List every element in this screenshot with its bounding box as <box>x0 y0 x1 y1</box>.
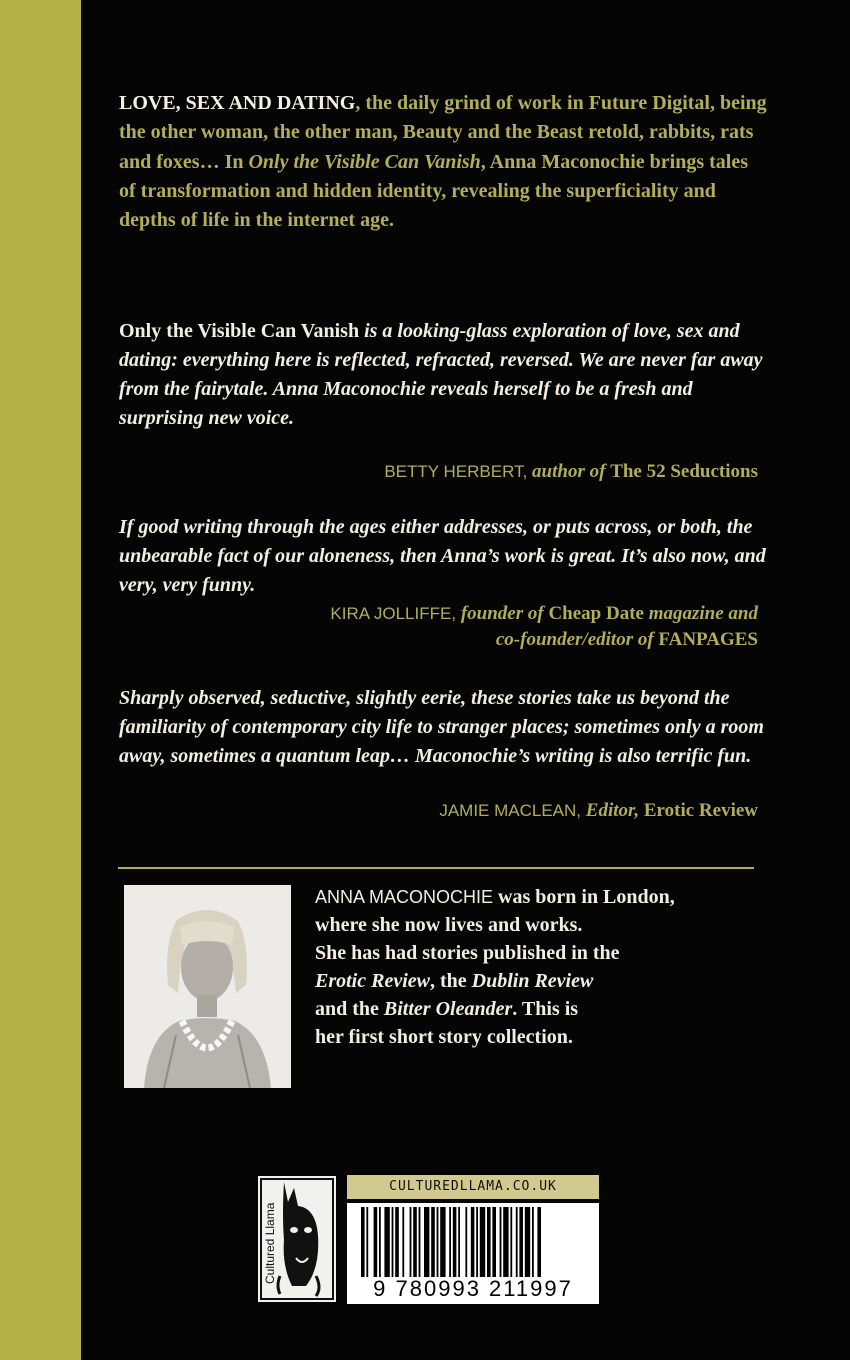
quote-book-title: Only the Visible Can Vanish <box>119 320 360 342</box>
reviewer-name: KIRA JOLLIFFE, <box>330 604 457 623</box>
quote-attribution-2 <box>330 601 758 653</box>
bio-line: where she now lives and works. <box>315 914 583 936</box>
quote-text: is a looking-glass exploration of love, sex and dating: everything here is reflected, refracted, reversed. We are never far away from the fairytale. Anna Maconochie reveals herself to be a fresh and surprising new voice. <box>119 320 763 429</box>
bio-line: her first short story collection. <box>315 1026 573 1048</box>
reviewer-work: Cheap Date <box>548 603 644 624</box>
review-quote-2 <box>119 513 779 600</box>
author-name: ANNA MACONOCHIE <box>315 887 494 907</box>
divider <box>118 867 754 869</box>
attribution-line <box>330 601 758 627</box>
quote-text: If good writing through the ages either addresses, or puts across, or both, the unbearable fact of our aloneness, then Anna’s work is great. It’s also now, and very, very funny. <box>119 516 766 596</box>
bio-text: . This is <box>512 998 579 1020</box>
bio-line <box>315 883 765 911</box>
reviewer-role-2: co-founder/editor of <box>495 629 659 650</box>
isbn-barcode <box>347 1203 599 1304</box>
reviewer-role: Editor, <box>581 800 640 821</box>
author-photo <box>124 885 291 1088</box>
publication-name: Bitter Oleander <box>383 998 513 1020</box>
blurb-lead: LOVE, SEX AND DATING <box>119 92 356 114</box>
barcode-icon <box>347 1203 599 1277</box>
reviewer-work: Erotic Review <box>639 800 758 821</box>
bio-text: was born in London, <box>493 886 675 908</box>
publication-name: Dublin Review <box>471 970 594 992</box>
reviewer-role: author of <box>527 461 611 482</box>
attribution-line <box>330 627 758 653</box>
review-quote-3 <box>119 684 779 771</box>
cover-blurb <box>119 89 769 235</box>
publication-name: Erotic Review <box>315 970 430 992</box>
bio-line <box>315 995 765 1023</box>
reviewer-role-cont: magazine and <box>643 603 758 624</box>
quote-text: Sharply observed, seductive, slightly eerie, these stories take us beyond the familiarity of contemporary city life to stranger places; sometimes only a room away, sometimes a quantum leap… Maconochie’s writing is also terrific fun. <box>119 687 764 767</box>
bio-line: She has had stories published in the <box>315 942 620 964</box>
blurb-text-2: , Anna Maconochie brings tales of transformation and hidden identity, revealing the superficiality and depths of life in the internet age. <box>119 150 749 232</box>
reviewer-name: BETTY HERBERT, <box>384 462 528 481</box>
blurb-book-title: Only the Visible Can Vanish <box>248 150 481 173</box>
review-quote-1 <box>119 317 779 433</box>
quote-attribution-1 <box>384 459 758 485</box>
reviewer-role: founder of <box>456 603 549 624</box>
bio-text: , the <box>429 970 472 992</box>
publisher-logo-text: Cultured Llama <box>263 1202 277 1284</box>
blurb-text-1: , the daily grind of work in Future Digital, being the other woman, the other man, Beauty and the Beast retold, rabbits, rats and foxes… In <box>119 92 767 173</box>
reviewer-work: The 52 Seductions <box>610 461 758 482</box>
quote-attribution-3 <box>439 798 758 824</box>
book-spine <box>0 0 81 1360</box>
reviewer-name: JAMIE MACLEAN, <box>439 801 582 820</box>
bio-line <box>315 967 765 995</box>
reviewer-work-2: FANPAGES <box>658 629 758 650</box>
publisher-logo <box>258 1176 336 1302</box>
author-bio <box>315 883 765 1051</box>
bio-text: and the <box>315 998 384 1020</box>
author-portrait-image <box>124 885 291 1088</box>
publisher-website: CULTUREDLLAMA.CO.UK <box>347 1175 599 1199</box>
isbn-number: 9 780993 211997 <box>373 1276 573 1301</box>
